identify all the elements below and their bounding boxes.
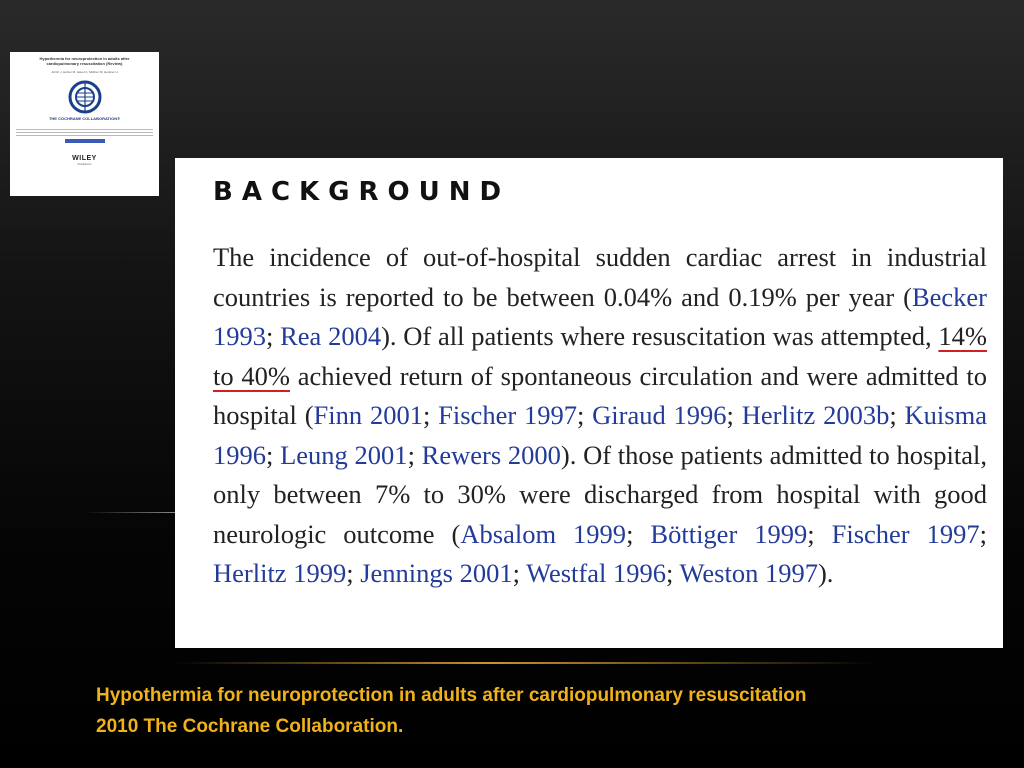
cover-text-lines — [16, 129, 153, 136]
citation-link: Herlitz 2003b — [741, 400, 890, 430]
background-excerpt — [175, 158, 1003, 648]
excerpt-text: ; — [346, 558, 361, 588]
excerpt-text: ; — [266, 439, 281, 470]
excerpt-text: ; — [807, 518, 832, 549]
excerpt-text: ; — [889, 400, 905, 430]
left-divider — [85, 512, 177, 513]
citation-link: Finn 2001 — [313, 400, 423, 430]
excerpt-text: ). Of all patients where resuscitation was attempted, — [381, 321, 939, 351]
excerpt-body — [213, 238, 987, 594]
citation-link: Leung 2001 — [280, 439, 408, 470]
citation-link: Rea 2004 — [280, 321, 382, 351]
citation-link: Weston 1997 — [679, 558, 818, 588]
citation-link: Fischer 1997 — [438, 400, 577, 430]
excerpt-text: The incidence of out-of-hospital sudden cardiac arrest in industrial countries is reported to be between 0.04% and 0.19% per year ( — [213, 242, 987, 312]
cover-authors: Arrich J, Holzer M, Havel C, Müllner M, Herkner H — [51, 70, 118, 74]
excerpt-heading: BACKGROUND — [213, 177, 511, 207]
citation-link: Böttiger 1999 — [650, 518, 808, 549]
citation-link: Becker 1993 — [213, 281, 987, 351]
excerpt-text: ; — [422, 400, 439, 430]
citation-link: Westfal 1996 — [526, 558, 666, 588]
wiley-logo-text: WILEY — [72, 155, 97, 162]
citation-link: Kuisma 1996 — [213, 400, 987, 470]
cover-link-bar — [65, 139, 105, 143]
caption-divider — [175, 662, 875, 664]
cover-publisher-sub: Publishers — [77, 162, 92, 166]
citation-link: Jennings 2001 — [360, 558, 513, 588]
citation-link: Absalom 1999 — [460, 518, 627, 549]
excerpt-text: achieved return of spontaneous circulation and were admitted to hospital ( — [213, 360, 988, 430]
caption-line-2: 2010 The Cochrane Collaboration. — [96, 716, 404, 737]
excerpt-text: ; — [576, 400, 593, 430]
cover-title: Hypothermia for neuroprotection in adults after cardiopulmonary resuscitation (Review) — [39, 56, 130, 66]
excerpt-text: ; — [666, 558, 680, 588]
cochrane-logo-icon — [68, 80, 102, 114]
slide-caption — [96, 680, 976, 742]
excerpt-text: ; — [407, 439, 422, 470]
citation-link: Rewers 2000 — [421, 439, 561, 470]
citation-link: Fischer 1997 — [831, 518, 980, 549]
citation-link: Giraud 1996 — [592, 400, 727, 430]
citation-link: Herlitz 1999 — [213, 558, 347, 588]
excerpt-text: ). Of those patients admitted to hospital, only between 7% to 30% were discharged from hospital with good neurologic outcome ( — [213, 439, 987, 549]
excerpt-text: ; — [979, 518, 987, 549]
cover-organization: THE COCHRANE COLLABORATION® — [48, 116, 121, 121]
excerpt-text: ). — [817, 558, 834, 588]
report-cover-thumbnail — [10, 52, 159, 196]
cover-publisher — [16, 155, 153, 166]
excerpt-text: ; — [266, 321, 281, 351]
excerpt-text: ; — [726, 400, 742, 430]
highlighted-statistic: 14% to 40% — [213, 321, 987, 391]
excerpt-text: ; — [512, 558, 527, 588]
caption-line-1: Hypothermia for neuroprotection in adults after cardiopulmonary resuscitation — [96, 685, 807, 706]
excerpt-text: ; — [626, 518, 651, 549]
